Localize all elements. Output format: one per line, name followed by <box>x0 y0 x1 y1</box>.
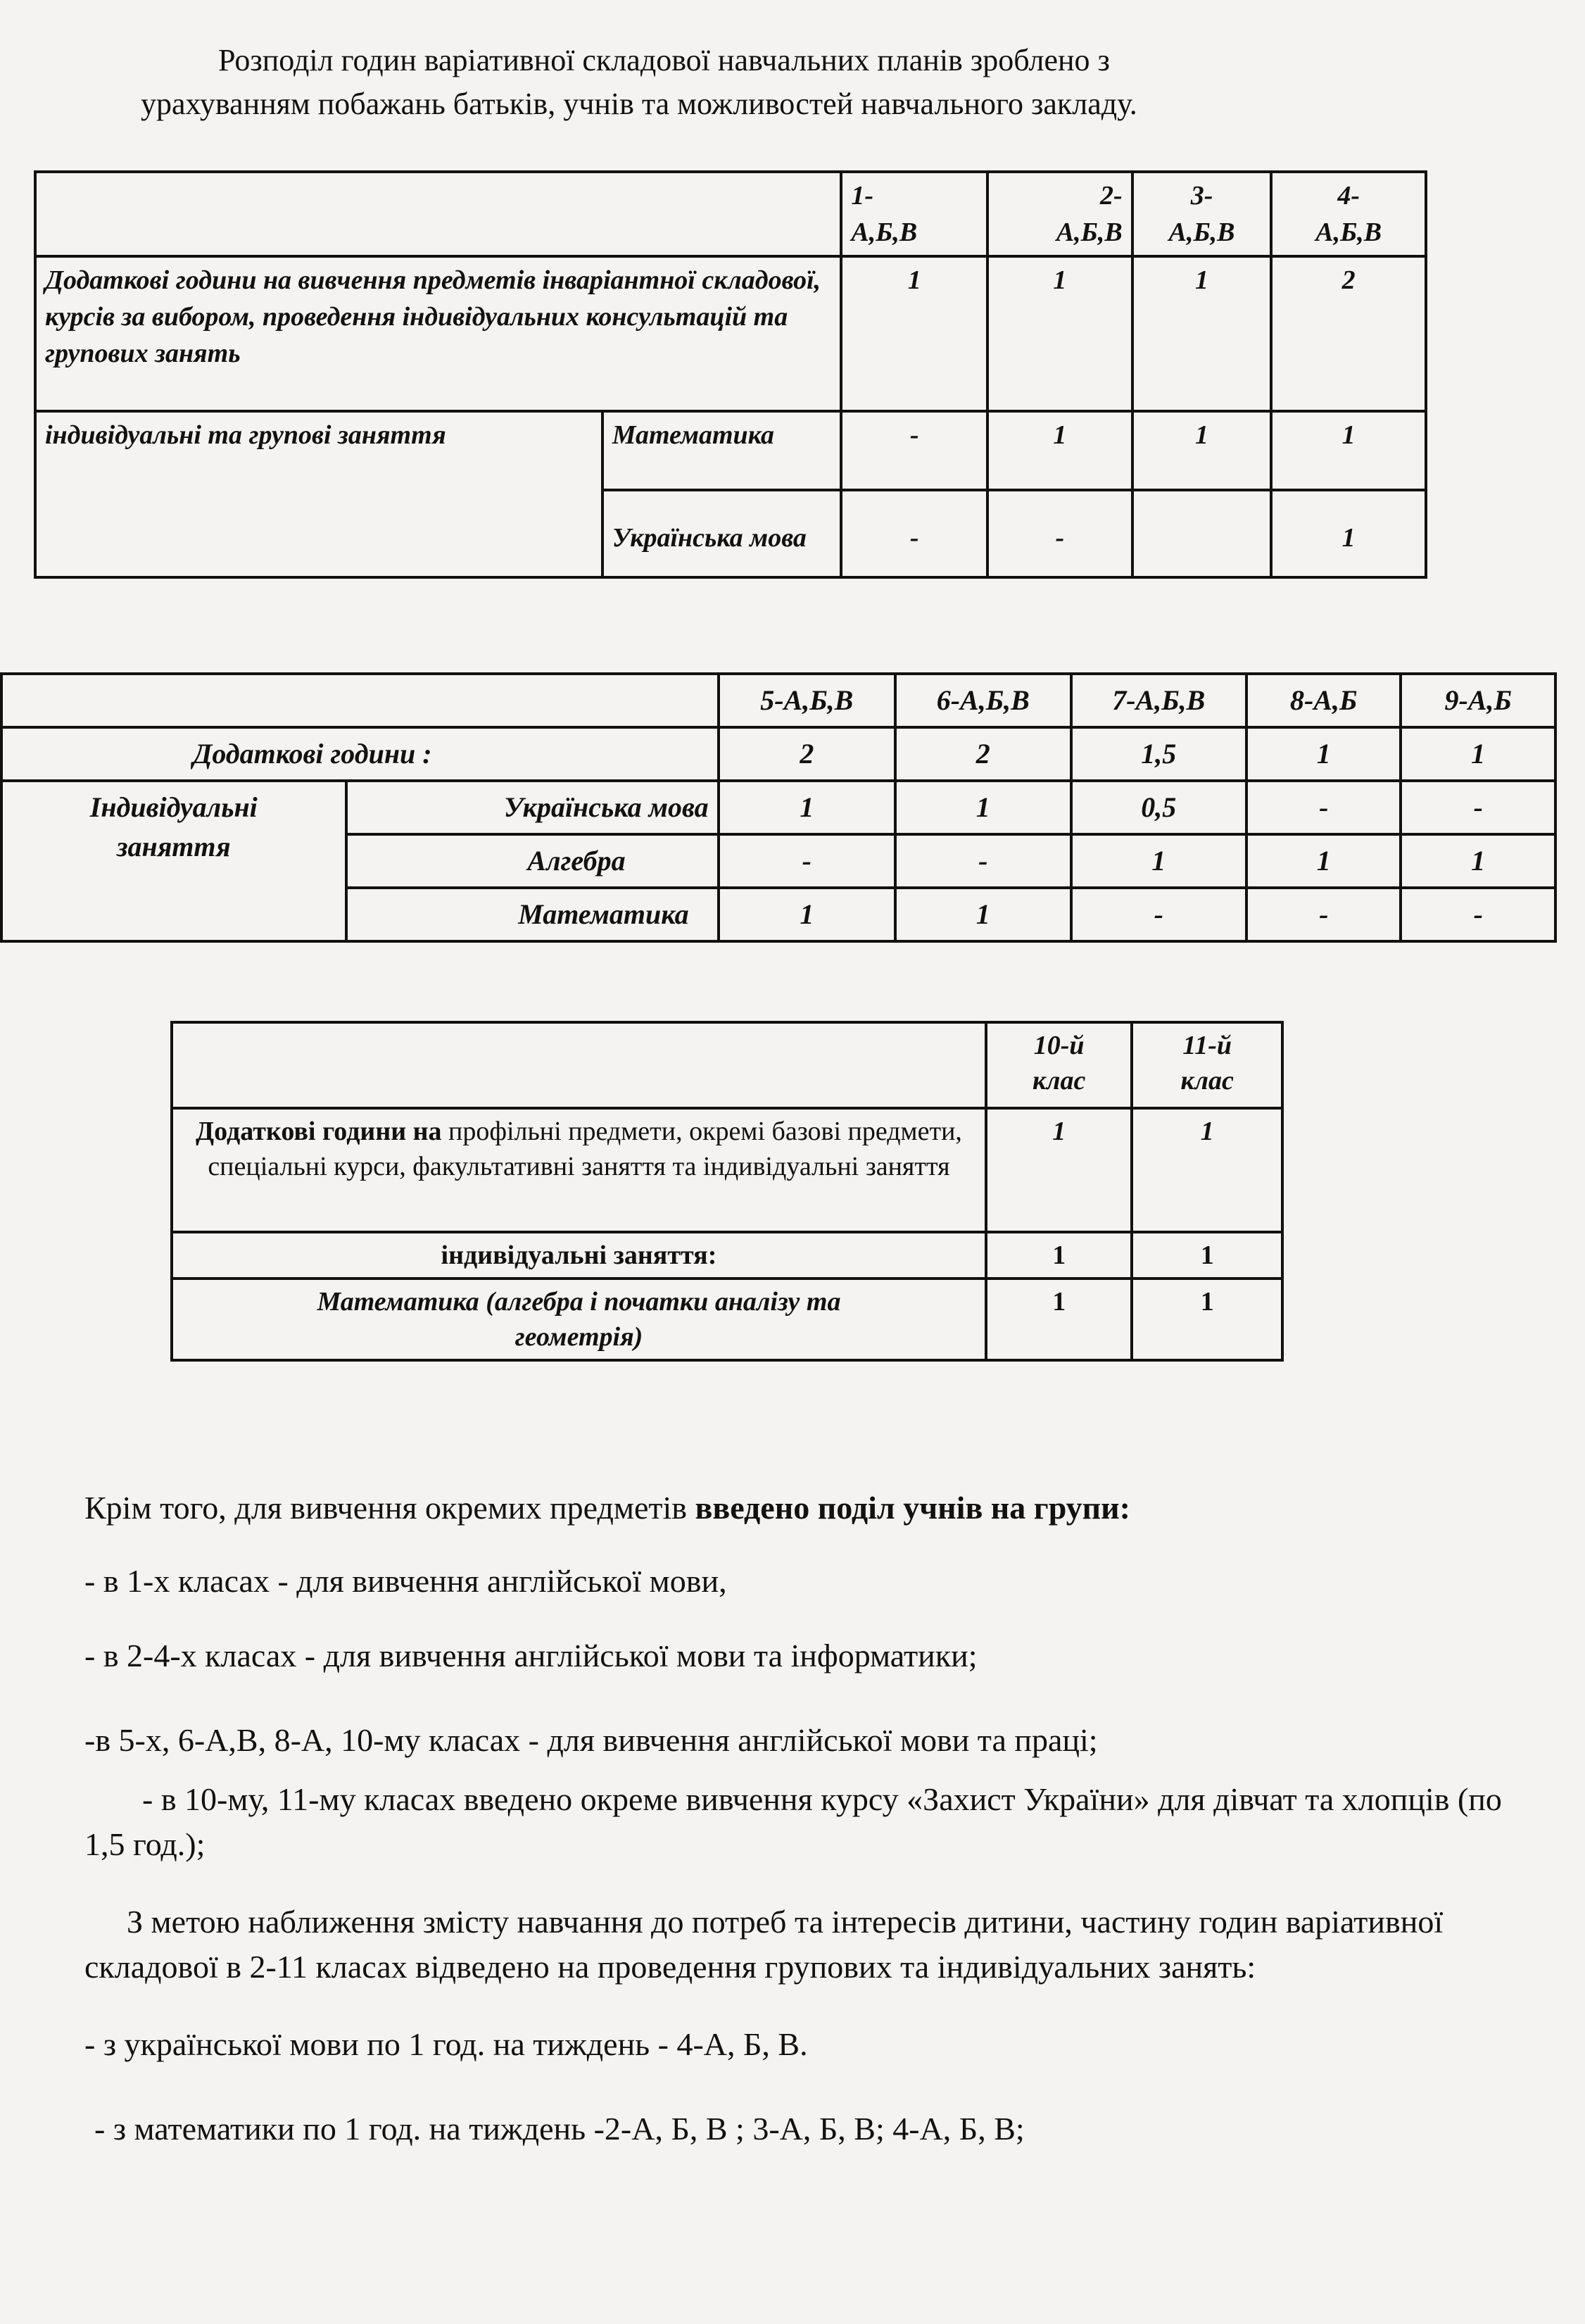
cell-value: 1 <box>987 411 1132 490</box>
list-item: - в 2-4-х класах - для вивчення англійської мови та інформатики; <box>84 1638 978 1673</box>
p1-bold: введено поділ учнів на групи: <box>695 1490 1130 1526</box>
cell-value: 1 <box>719 888 895 941</box>
cell-value: 1 <box>1071 834 1246 888</box>
col-header: 2- А,Б,В <box>987 172 1132 256</box>
row-label-bold: Додаткові години на <box>196 1117 442 1146</box>
table-middle-grades <box>0 672 1557 943</box>
paragraph <box>84 1486 1520 1531</box>
table-corner <box>35 172 841 256</box>
cell-value: 1 <box>1132 1279 1282 1360</box>
cell-value: - <box>1401 781 1555 834</box>
cell-value: - <box>719 834 895 888</box>
cell-value: 1 <box>719 781 895 834</box>
cell-value: 1,5 <box>1071 727 1246 781</box>
col-header: 10-й клас <box>986 1022 1132 1108</box>
cell-value: 2 <box>719 727 895 781</box>
sub-row-label: Українська мова <box>346 781 719 834</box>
col-header: 9-А,Б <box>1401 674 1555 727</box>
col-header: 5-А,Б,В <box>719 674 895 727</box>
row-label-rest: профільні предмети, окремі базові предмети, спеціальні курси, факультативні заняття та індивідуальні заняття <box>208 1117 962 1181</box>
body-text <box>84 1486 1520 2152</box>
list-item: -в 5-х, 6-А,В, 8-А, 10-му класах - для вивчення англійської мови та праці; <box>84 1722 1098 1758</box>
table-corner <box>1 674 719 727</box>
cell-value: 1 <box>1132 1232 1282 1279</box>
row-label: Додаткові години на вивчення предметів інваріантної складової, курсів за вибором, проведення індивідуальних консультацій та групових занять <box>35 256 841 411</box>
col-header: 11-й клас <box>1132 1022 1282 1108</box>
cell-value: 1 <box>986 1232 1132 1279</box>
table-primary-grades <box>34 170 1427 579</box>
sub-row-label: Українська мова <box>602 490 842 577</box>
p1-normal: Крім того, для вивчення окремих предметів <box>84 1490 688 1526</box>
row-label <box>172 1108 986 1232</box>
cell-value: - <box>895 834 1071 888</box>
cell-value: 1 <box>1132 411 1272 490</box>
list-item: - з української мови по 1 год. на тиждень - 4-А, Б, В. <box>84 2026 808 2062</box>
list-item: - в 1-х класах - для вивчення англійської мови, <box>84 1563 727 1599</box>
cell-value: 1 <box>1246 727 1401 781</box>
cell-value: - <box>1401 888 1555 941</box>
cell-value: 1 <box>986 1108 1132 1232</box>
row-label: Математика (алгебра і початки аналізу та геометрія) <box>172 1279 986 1360</box>
col-header: 6-А,Б,В <box>895 674 1071 727</box>
cell-value: 1 <box>1132 256 1272 411</box>
cell-value <box>1132 490 1272 577</box>
col-header: 7-А,Б,В <box>1071 674 1246 727</box>
sub-row-label: Математика <box>602 411 842 490</box>
cell-value: - <box>841 490 987 577</box>
group-label: Індивідуальні заняття <box>1 781 346 941</box>
cell-value: 1 <box>1271 411 1426 490</box>
cell-value: 1 <box>1401 834 1555 888</box>
cell-value: - <box>987 490 1132 577</box>
cell-value: 1 <box>841 256 987 411</box>
cell-value: 1 <box>986 1279 1132 1360</box>
cell-value: 1 <box>895 888 1071 941</box>
sub-row-label: Алгебра <box>346 834 719 888</box>
sub-row-label: Математика <box>346 888 719 941</box>
cell-value: 1 <box>895 781 1071 834</box>
intro-paragraph <box>141 39 1478 126</box>
table-corner <box>172 1022 986 1108</box>
cell-value: - <box>1071 888 1246 941</box>
group-label: індивідуальні та групові заняття <box>35 411 602 577</box>
intro-line-2: урахуванням побажань батьків, учнів та можливостей навчального закладу. <box>141 87 1137 121</box>
cell-value: 1 <box>1132 1108 1282 1232</box>
intro-line-1: Розподіл годин варіативної складової навчальних планів зроблено з <box>218 43 1110 77</box>
col-header: 1- А,Б,В <box>841 172 987 256</box>
cell-value: 1 <box>1401 727 1555 781</box>
row-label: Додаткові години : <box>1 727 719 781</box>
list-item: - з математики по 1 год. на тиждень -2-А, Б, В ; 3-А, Б, В; 4-А, Б, В; <box>94 2111 1025 2147</box>
cell-value: - <box>841 411 987 490</box>
cell-value: 1 <box>987 256 1132 411</box>
cell-value: 0,5 <box>1071 781 1246 834</box>
row-label: індивідуальні заняття: <box>172 1232 986 1279</box>
cell-value: 1 <box>1271 490 1426 577</box>
cell-value: 1 <box>1246 834 1401 888</box>
col-header: 8-А,Б <box>1246 674 1401 727</box>
list-item: - в 10-му, 11-му класах введено окреме вивчення курсу «Захист України» для дівчат та хлопців (по 1,5 год.); <box>84 1781 1502 1862</box>
cell-value: 2 <box>1271 256 1426 411</box>
paragraph: З метою наближення змісту навчання до потреб та інтересів дитини, частину годин варіативної складової в 2-11 класах відведено на проведення групових та індивідуальних занять: <box>84 1904 1444 1985</box>
cell-value: - <box>1246 781 1401 834</box>
col-header: 4- А,Б,В <box>1271 172 1426 256</box>
table-senior-grades <box>170 1021 1284 1362</box>
cell-value: - <box>1246 888 1401 941</box>
cell-value: 2 <box>895 727 1071 781</box>
col-header: 3- А,Б,В <box>1132 172 1272 256</box>
